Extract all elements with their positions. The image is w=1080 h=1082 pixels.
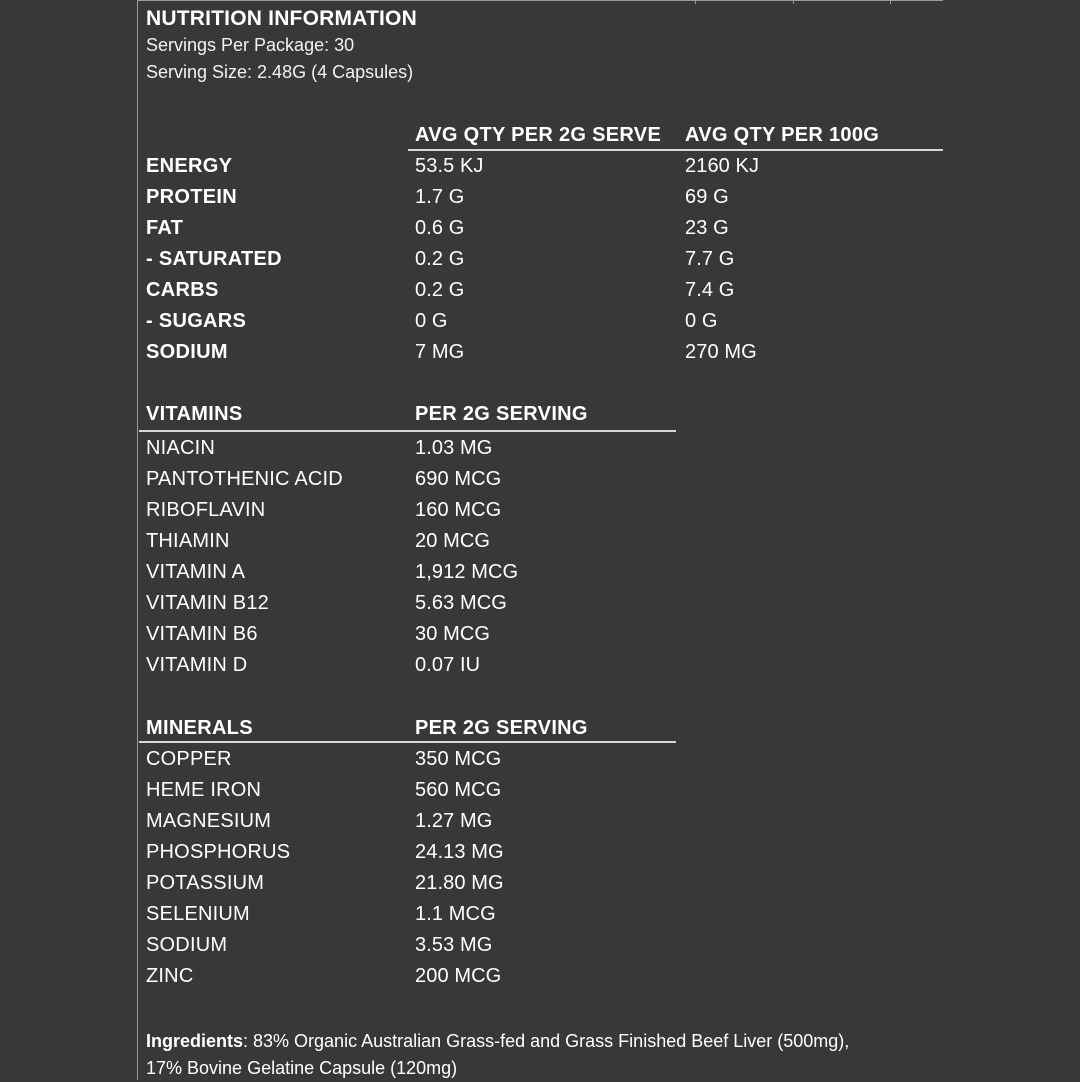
vitamin-value: 1,912 MCG <box>415 561 519 583</box>
ingredients-line1: : 83% Organic Australian Grass-fed and Grass Finished Beef Liver (500mg), <box>243 1031 850 1051</box>
nutrient-per-100g-value: 23 G <box>685 217 729 239</box>
vitamin-label: PANTOTHENIC ACID <box>146 468 343 490</box>
nutrient-label: - SUGARS <box>146 310 247 332</box>
vitamins-col-header: PER 2G SERVING <box>415 403 588 425</box>
ingredients-label: Ingredients <box>146 1031 244 1051</box>
mineral-value: 21.80 MG <box>415 872 504 894</box>
nutrient-per-100g-value: 7.4 G <box>685 279 735 301</box>
vitamin-value: 30 MCG <box>415 623 491 645</box>
mineral-value: 200 MCG <box>415 965 502 987</box>
nutrient-per-100g-value: 0 G <box>685 310 718 332</box>
nutrient-label: FAT <box>146 217 184 239</box>
nutrition-header-rule <box>408 149 943 151</box>
vitamin-label: VITAMIN A <box>146 561 246 583</box>
top-tick <box>695 0 696 4</box>
nutrient-label: CARBS <box>146 279 219 301</box>
vitamin-label: VITAMIN D <box>146 654 248 676</box>
mineral-value: 3.53 MG <box>415 934 493 956</box>
nutrient-label: - SATURATED <box>146 248 282 270</box>
vitamin-value: 0.07 IU <box>415 654 481 676</box>
vitamin-value: 1.03 MG <box>415 437 493 459</box>
vitamins-header: VITAMINS <box>146 403 243 425</box>
nutrient-per-serve-value: 0.6 G <box>415 217 465 239</box>
panel-title: NUTRITION INFORMATION <box>146 7 417 30</box>
vitamin-value: 20 MCG <box>415 530 491 552</box>
nutrient-label: SODIUM <box>146 341 228 363</box>
vitamin-label: RIBOFLAVIN <box>146 499 266 521</box>
col-header-per-100g: AVG QTY PER 100G <box>685 124 880 146</box>
vitamin-label: VITAMIN B12 <box>146 592 269 614</box>
nutrient-per-100g-value: 2160 KJ <box>685 155 760 177</box>
vitamins-header-rule <box>139 430 676 432</box>
top-tick <box>890 0 891 4</box>
mineral-value: 24.13 MG <box>415 841 504 863</box>
nutrient-per-100g-value: 270 MG <box>685 341 757 363</box>
nutrient-per-serve-value: 0.2 G <box>415 248 465 270</box>
vitamin-value: 160 MCG <box>415 499 502 521</box>
mineral-label: SELENIUM <box>146 903 250 925</box>
vitamin-value: 690 MCG <box>415 468 502 490</box>
nutrient-per-serve-value: 0.2 G <box>415 279 465 301</box>
mineral-value: 1.1 MCG <box>415 903 496 925</box>
mineral-label: MAGNESIUM <box>146 810 272 832</box>
nutrient-per-serve-value: 0 G <box>415 310 448 332</box>
mineral-value: 560 MCG <box>415 779 502 801</box>
col-header-per-serve: AVG QTY PER 2G SERVE <box>415 124 662 146</box>
mineral-value: 350 MCG <box>415 748 502 770</box>
minerals-header-rule <box>139 741 676 743</box>
servings-per-package: Servings Per Package: 30 <box>146 35 355 55</box>
serving-size: Serving Size: 2.48G (4 Capsules) <box>146 62 414 82</box>
minerals-header: MINERALS <box>146 717 253 739</box>
top-tick <box>793 0 794 4</box>
mineral-label: ZINC <box>146 965 194 987</box>
ingredients-line2: 17% Bovine Gelatine Capsule (120mg) <box>146 1058 458 1078</box>
nutrient-label: ENERGY <box>146 155 233 177</box>
nutrient-per-100g-value: 7.7 G <box>685 248 735 270</box>
vitamin-label: NIACIN <box>146 437 215 459</box>
mineral-label: PHOSPHORUS <box>146 841 291 863</box>
mineral-label: POTASSIUM <box>146 872 265 894</box>
nutrient-per-100g-value: 69 G <box>685 186 729 208</box>
vitamin-label: THIAMIN <box>146 530 230 552</box>
vitamin-value: 5.63 MCG <box>415 592 507 614</box>
mineral-value: 1.27 MG <box>415 810 493 832</box>
vitamin-label: VITAMIN B6 <box>146 623 258 645</box>
mineral-label: HEME IRON <box>146 779 262 801</box>
top-border-rule <box>137 0 943 1</box>
left-border-rule <box>137 0 138 1080</box>
minerals-col-header: PER 2G SERVING <box>415 717 588 739</box>
nutrient-label: PROTEIN <box>146 186 237 208</box>
nutrient-per-serve-value: 7 MG <box>415 341 465 363</box>
nutrient-per-serve-value: 1.7 G <box>415 186 465 208</box>
mineral-label: SODIUM <box>146 934 228 956</box>
mineral-label: COPPER <box>146 748 232 770</box>
ingredients <box>146 1028 1046 1082</box>
nutrient-per-serve-value: 53.5 KJ <box>415 155 484 177</box>
